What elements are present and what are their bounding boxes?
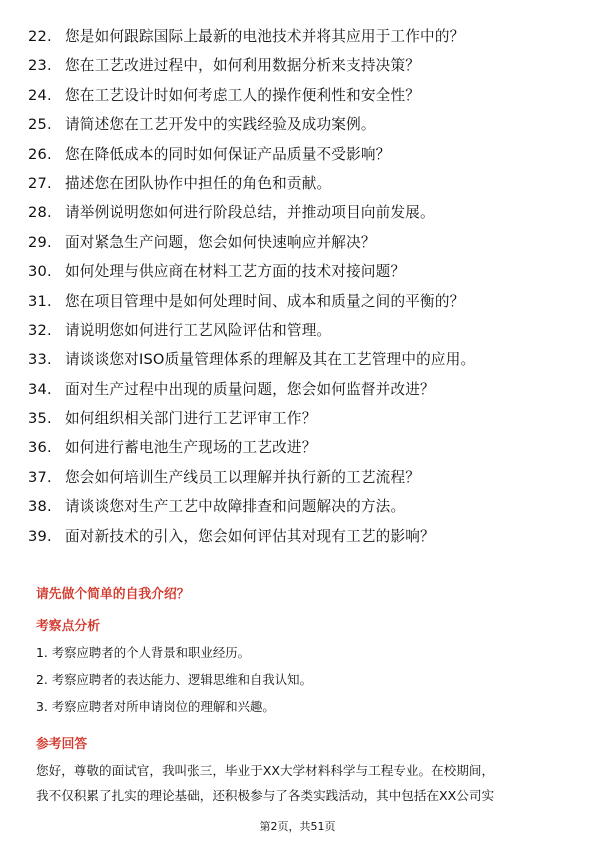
question-item: 29. 面对紧急生产问题，您会如何快速响应并解决？: [28, 233, 376, 251]
question-item: 34. 面对生产过程中出现的质量问题，您会如何监督并改进？: [28, 380, 435, 398]
analysis-point: 1. 考察应聘者的个人背景和职业经历。: [36, 645, 251, 660]
question-item: 39. 面对新技术的引入，您会如何评估其对现有工艺的影响？: [28, 527, 435, 545]
question-item: 31. 您在项目管理中是如何处理时间、成本和质量之间的平衡的？: [28, 292, 465, 310]
question-item: 32. 请说明您如何进行工艺风险评估和管理。: [28, 321, 332, 339]
question-item: 30. 如何处理与供应商在材料工艺方面的技术对接问题？: [28, 263, 406, 281]
question-item: 24. 您在工艺设计时如何考虑工人的操作便利性和安全性？: [28, 86, 421, 104]
question-item: 26. 您在降低成本的同时如何保证产品质量不受影响？: [28, 145, 391, 163]
section-heading: 请先做个简单的自我介绍？: [36, 587, 190, 602]
question-item: 36. 如何进行蓄电池生产现场的工艺改进？: [28, 439, 317, 457]
question-item: 23. 您在工艺改进过程中，如何利用数据分析来支持决策？: [28, 57, 421, 75]
question-item: 22. 您是如何跟踪国际上最新的电池技术并将其应用于工作中的？: [28, 28, 465, 45]
answer-title: 参考回答: [36, 737, 88, 752]
question-item: 28. 请举例说明您如何进行阶段总结，并推动项目向前发展。: [28, 204, 435, 222]
analysis-point: 3. 考察应聘者对所申请岗位的理解和兴趣。: [36, 699, 275, 714]
analysis-point: 2. 考察应聘者的表达能力、逻辑思维和自我认知。: [36, 672, 312, 687]
question-item: 27. 描述您在团队协作中担任的角色和贡献。: [28, 174, 332, 192]
question-list: [28, 22, 573, 551]
analysis-title: 考察点分析: [36, 619, 100, 634]
question-item: 25. 请简述您在工艺开发中的实践经验及成功案例。: [28, 116, 376, 134]
page-number: 第2页，共51页: [259, 820, 336, 833]
question-item: 35. 如何组织相关部门进行工艺评审工作？: [28, 410, 317, 428]
question-item: 38. 请谈谈您对生产工艺中故障排查和问题解决的方法。: [28, 498, 406, 516]
question-item: 37. 您会如何培训生产线员工以理解并执行新的工艺流程？: [28, 468, 421, 486]
answer-line: 我不仅积累了扎实的理论基础，还积极参与了各类实践活动，其中包括在XX公司实: [36, 788, 495, 803]
answer-line: 您好，尊敬的面试官，我叫张三，毕业于XX大学材料科学与工程专业。在校期间，: [36, 763, 495, 778]
question-item: 33. 请谈谈您对ISO质量管理体系的理解及其在工艺管理中的应用。: [28, 351, 476, 369]
